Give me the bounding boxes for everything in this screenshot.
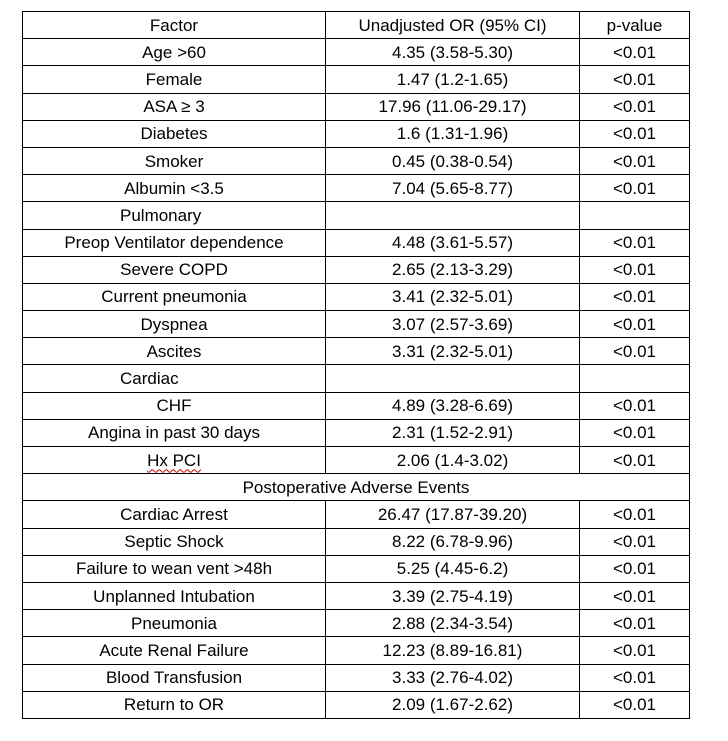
or-cell: 8.22 (6.78-9.96): [326, 528, 580, 555]
table-row: [23, 283, 690, 310]
factor-cell: Cardiac Arrest: [23, 501, 326, 528]
header-p-value: p-value: [580, 12, 690, 39]
table-body: [23, 39, 690, 719]
p-value-cell: <0.01: [580, 120, 690, 147]
or-cell: 2.88 (2.34-3.54): [326, 610, 580, 637]
or-cell: 26.47 (17.87-39.20): [326, 501, 580, 528]
p-value-cell: <0.01: [580, 392, 690, 419]
factor-cell: Diabetes: [23, 120, 326, 147]
factor-cell: Failure to wean vent >48h: [23, 555, 326, 582]
empty-cell: [326, 202, 580, 229]
factor-cell: Ascites: [23, 338, 326, 365]
or-cell: 2.06 (1.4-3.02): [326, 447, 580, 474]
factor-cell: Current pneumonia: [23, 283, 326, 310]
factor-cell: Age >60: [23, 39, 326, 66]
odds-ratio-table: [22, 11, 690, 719]
p-value-cell: <0.01: [580, 555, 690, 582]
p-value-cell: <0.01: [580, 175, 690, 202]
factor-cell: Pneumonia: [23, 610, 326, 637]
or-cell: 5.25 (4.45-6.2): [326, 555, 580, 582]
table-row: [23, 229, 690, 256]
or-cell: 2.31 (1.52-2.91): [326, 419, 580, 446]
table-row: [23, 501, 690, 528]
table-row: [23, 175, 690, 202]
empty-cell: [326, 365, 580, 392]
p-value-cell: <0.01: [580, 311, 690, 338]
section-row-cardiac: [23, 365, 690, 392]
p-value-cell: <0.01: [580, 501, 690, 528]
or-cell: 4.89 (3.28-6.69): [326, 392, 580, 419]
table-row: [23, 392, 690, 419]
p-value-cell: <0.01: [580, 664, 690, 691]
table-header-row: [23, 12, 690, 39]
or-cell: 17.96 (11.06-29.17): [326, 93, 580, 120]
p-value-cell: <0.01: [580, 147, 690, 174]
factor-cell: Angina in past 30 days: [23, 419, 326, 446]
factor-cell: Severe COPD: [23, 256, 326, 283]
or-cell: 3.07 (2.57-3.69): [326, 311, 580, 338]
header-factor: Factor: [23, 12, 326, 39]
table-row: [23, 311, 690, 338]
or-cell: 3.41 (2.32-5.01): [326, 283, 580, 310]
or-cell: 12.23 (8.89-16.81): [326, 637, 580, 664]
factor-cell: [23, 447, 326, 474]
table-row: [23, 528, 690, 555]
table-row: [23, 39, 690, 66]
table-row: [23, 582, 690, 609]
table-row: [23, 256, 690, 283]
table-row: [23, 120, 690, 147]
or-cell: 2.65 (2.13-3.29): [326, 256, 580, 283]
factor-cell: Smoker: [23, 147, 326, 174]
or-cell: 4.48 (3.61-5.57): [326, 229, 580, 256]
p-value-cell: <0.01: [580, 582, 690, 609]
factor-cell: Acute Renal Failure: [23, 637, 326, 664]
table-row: [23, 691, 690, 718]
factor-cell: Blood Transfusion: [23, 664, 326, 691]
factor-cell: Albumin <3.5: [23, 175, 326, 202]
or-cell: 3.39 (2.75-4.19): [326, 582, 580, 609]
table-row: [23, 637, 690, 664]
p-value-cell: <0.01: [580, 338, 690, 365]
or-cell: 1.6 (1.31-1.96): [326, 120, 580, 147]
factor-cell: Septic Shock: [23, 528, 326, 555]
or-cell: 7.04 (5.65-8.77): [326, 175, 580, 202]
or-cell: 1.47 (1.2-1.65): [326, 66, 580, 93]
p-value-cell: <0.01: [580, 283, 690, 310]
factor-cell: ASA ≥ 3: [23, 93, 326, 120]
p-value-cell: <0.01: [580, 610, 690, 637]
header-unadjusted-or: Unadjusted OR (95% CI): [326, 12, 580, 39]
factor-cell: Dyspnea: [23, 311, 326, 338]
or-cell: 3.31 (2.32-5.01): [326, 338, 580, 365]
or-cell: 0.45 (0.38-0.54): [326, 147, 580, 174]
p-value-cell: <0.01: [580, 637, 690, 664]
table-row: [23, 419, 690, 446]
section-label-cardiac: Cardiac: [23, 365, 326, 392]
empty-cell: [580, 365, 690, 392]
factor-cell: Unplanned Intubation: [23, 582, 326, 609]
table-row: [23, 610, 690, 637]
section-row-postop: [23, 474, 690, 501]
p-value-cell: <0.01: [580, 256, 690, 283]
factor-cell: Female: [23, 66, 326, 93]
table-row: [23, 555, 690, 582]
p-value-cell: <0.01: [580, 419, 690, 446]
section-row-pulmonary: [23, 202, 690, 229]
table-row: [23, 147, 690, 174]
p-value-cell: <0.01: [580, 528, 690, 555]
section-label-postop: Postoperative Adverse Events: [23, 474, 690, 501]
p-value-cell: <0.01: [580, 447, 690, 474]
or-cell: 2.09 (1.67-2.62): [326, 691, 580, 718]
p-value-cell: <0.01: [580, 691, 690, 718]
table-row: [23, 66, 690, 93]
or-cell: 3.33 (2.76-4.02): [326, 664, 580, 691]
empty-cell: [580, 202, 690, 229]
table-row: [23, 338, 690, 365]
p-value-cell: <0.01: [580, 229, 690, 256]
factor-cell: Return to OR: [23, 691, 326, 718]
factor-text: Hx PCI: [147, 450, 201, 470]
or-cell: 4.35 (3.58-5.30): [326, 39, 580, 66]
table-row: [23, 664, 690, 691]
factor-cell: Preop Ventilator dependence: [23, 229, 326, 256]
p-value-cell: <0.01: [580, 39, 690, 66]
p-value-cell: <0.01: [580, 93, 690, 120]
section-label-pulmonary: Pulmonary: [23, 202, 326, 229]
table-row: [23, 447, 690, 474]
p-value-cell: <0.01: [580, 66, 690, 93]
factor-cell: CHF: [23, 392, 326, 419]
table-row: [23, 93, 690, 120]
